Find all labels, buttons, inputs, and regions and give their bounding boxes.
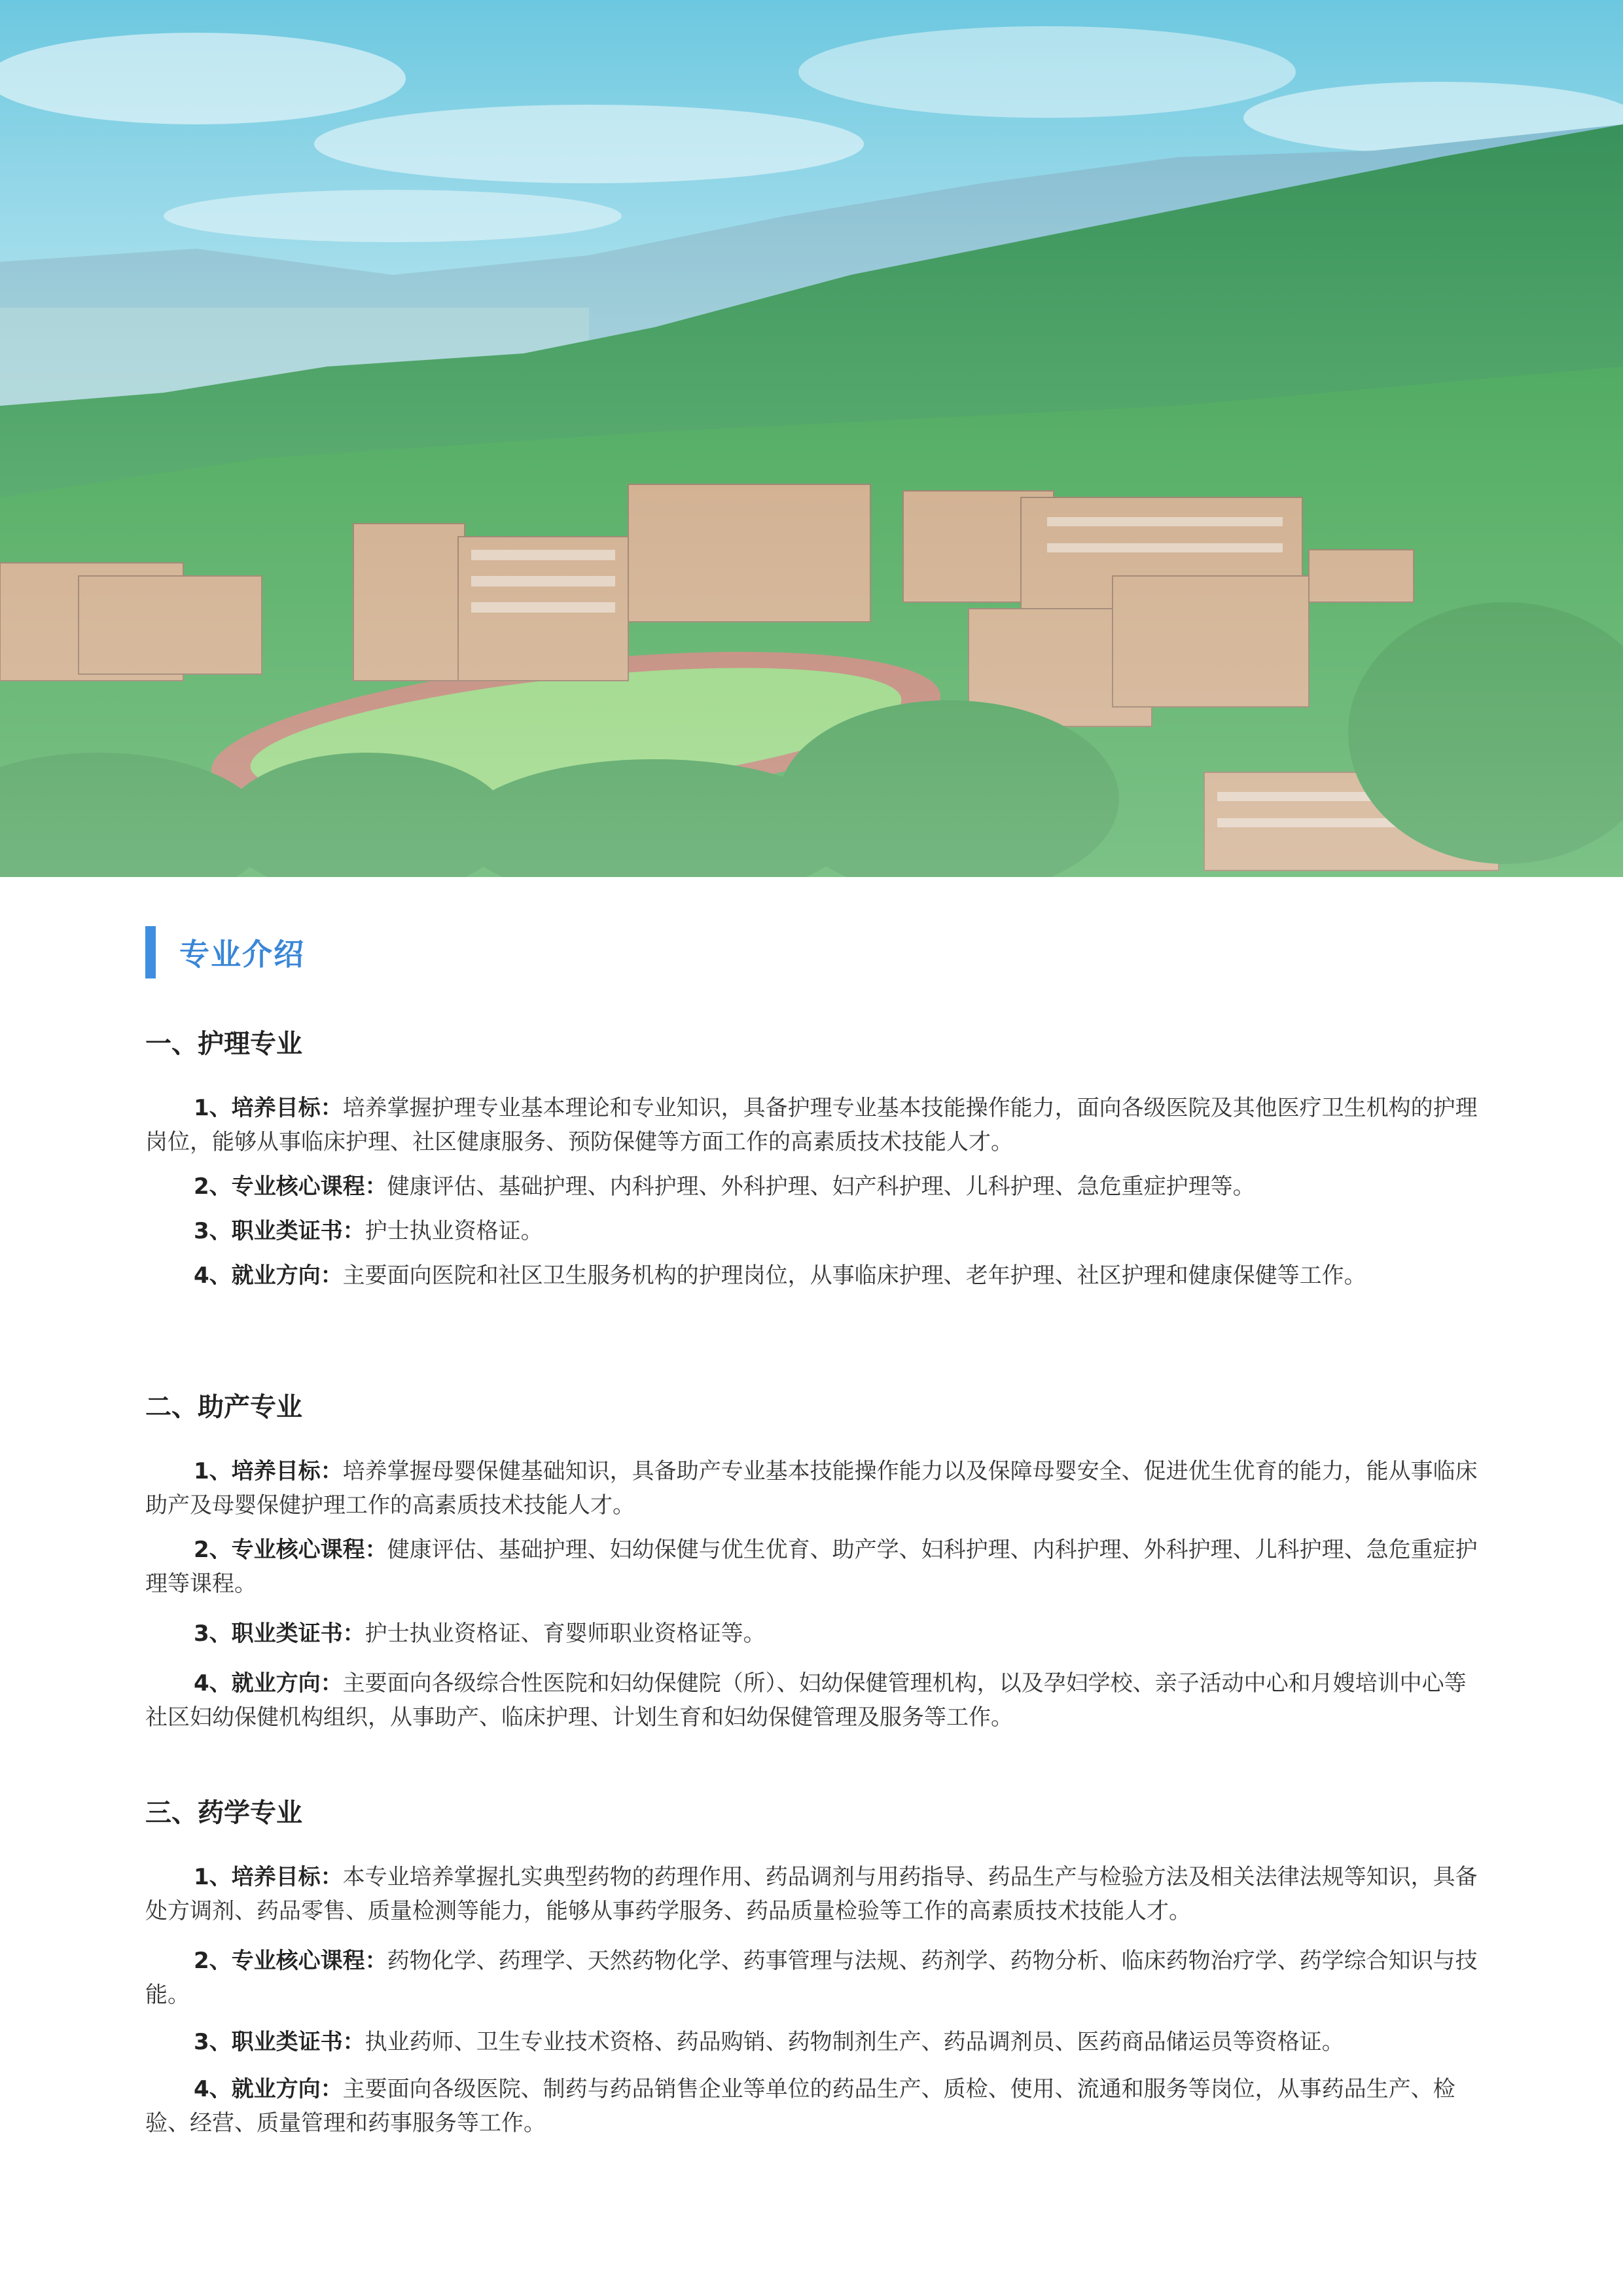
major-item: 4、就业方向：主要面向各级综合性医院和妇幼保健院（所）、妇幼保健管理机构，以及孕妇学校、亲子活动中心和月嫂培训中心等社区妇幼保健机构组织，从事助产、临床护理、计划生育和妇幼保健管理及服务等工作。 [145, 1670, 1467, 1731]
title-accent-bar [145, 926, 156, 978]
major-item: 3、职业类证书：护士执业资格证、育婴师职业资格证等。 [194, 1621, 766, 1647]
major-item: 1、培养目标：培养掌握母婴保健基础知识，具备助产专业基本技能操作能力以及保障母婴安全、促进优生优育的能力，能从事临床助产及母婴保健护理工作的高素质技术技能人才。 [145, 1458, 1478, 1518]
major-item: 2、专业核心课程：健康评估、基础护理、内科护理、外科护理、妇产科护理、儿科护理、急危重症护理等。 [194, 1174, 1255, 1200]
major-title: 二、助产专业 [145, 1392, 302, 1422]
major-pharmacy [145, 1793, 1487, 2140]
section-header [145, 926, 305, 978]
major-midwifery [145, 1388, 1487, 1734]
major-item: 4、就业方向：主要面向各级医院、制药与药品销售企业等单位的药品生产、质检、使用、流通和服务等岗位，从事药品生产、检验、经营、质量管理和药事服务等工作。 [145, 2076, 1455, 2136]
major-item: 2、专业核心课程：健康评估、基础护理、妇幼保健与优生优育、助产学、妇科护理、内科护理、外科护理、儿科护理、急危重症护理等课程。 [145, 1537, 1478, 1597]
major-item: 3、职业类证书：执业药师、卫生专业技术资格、药品购销、药物制剂生产、药品调剂员、医药商品储运员等资格证。 [194, 2029, 1344, 2055]
campus-hero-image [0, 0, 1623, 877]
major-title: 三、药学专业 [145, 1798, 302, 1828]
major-item: 4、就业方向：主要面向医院和社区卫生服务机构的护理岗位，从事临床护理、老年护理、社区护理和健康保健等工作。 [194, 1263, 1366, 1289]
major-title: 一、护理专业 [145, 1029, 302, 1059]
major-item: 3、职业类证书：护士执业资格证。 [194, 1218, 543, 1244]
section-title: 专业介绍 [179, 937, 305, 972]
major-item: 1、培养目标：本专业培养掌握扎实典型药物的药理作用、药品调剂与用药指导、药品生产与检验方法及相关法律法规等知识，具备处方调剂、药品零售、质量检测等能力，能够从事药学服务、药品质量检验等工作的高素质技术技能人才。 [145, 1864, 1478, 1924]
major-item: 1、培养目标：培养掌握护理专业基本理论和专业知识，具备护理专业基本技能操作能力，面向各级医院及其他医疗卫生机构的护理岗位，能够从事临床护理、社区健康服务、预防保健等方面工作的高素质技术技能人才。 [145, 1095, 1478, 1155]
major-item: 2、专业核心课程：药物化学、药理学、天然药物化学、药事管理与法规、药剂学、药物分析、临床药物治疗学、药学综合知识与技能。 [145, 1948, 1478, 2008]
major-nursing [145, 1024, 1487, 1293]
